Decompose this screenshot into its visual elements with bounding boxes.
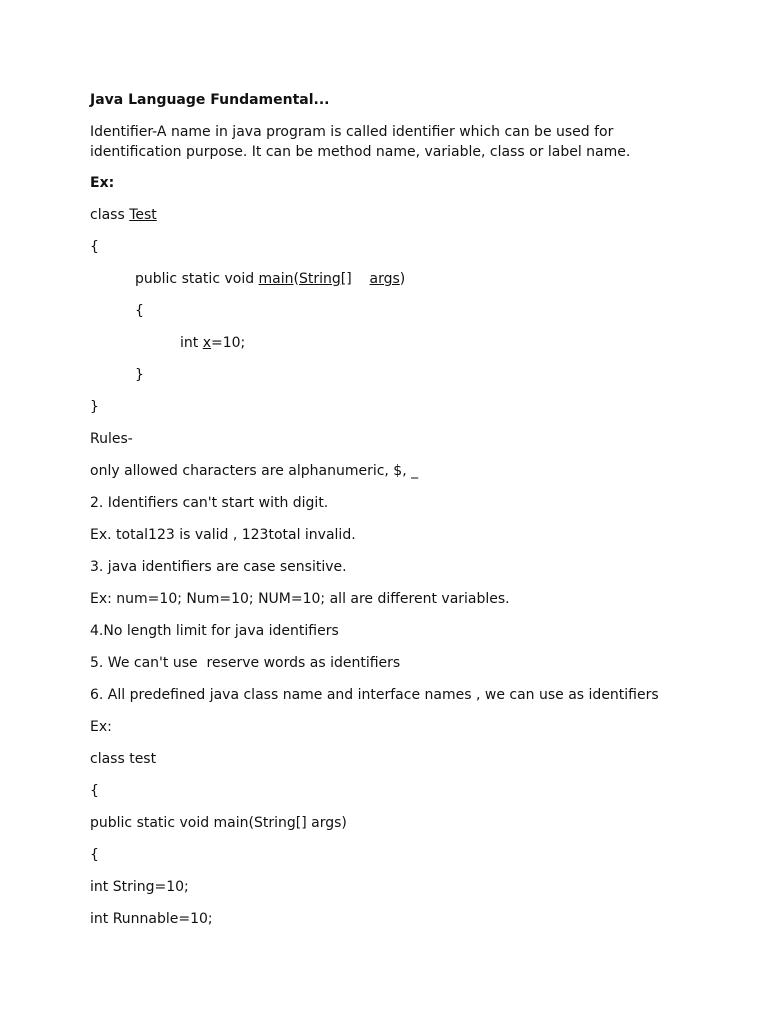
rule-item: only allowed characters are alphanumeric, $, _ (90, 463, 419, 479)
code-class-line (90, 206, 157, 224)
code-method-prefix: public static void (135, 271, 259, 287)
example2-line: { (90, 847, 99, 863)
code-method-line (135, 270, 405, 288)
code-var-suffix: =10; (211, 335, 246, 351)
example2-line: int String=10; (90, 879, 189, 895)
example-label: Ex: (90, 175, 115, 191)
definition-line-1: Identifier-A name in java program is called identifier which can be used for (90, 124, 614, 140)
definition-line-2: identification purpose. It can be method name, variable, class or label name. (90, 144, 631, 160)
code-paren-close: ) (399, 271, 406, 287)
rule-item: 4.No length limit for java identifiers (90, 623, 339, 639)
example2-line: class test (90, 751, 157, 767)
code-paren-open: ( (293, 271, 299, 287)
rule-item: Ex. total123 is valid , 123total invalid. (90, 527, 356, 543)
code-class-keyword: class (90, 207, 130, 223)
code-param-name: args (369, 271, 400, 287)
code-variable-line (180, 334, 245, 352)
rules-heading: Rules- (90, 431, 133, 447)
rule-item: 5. We can't use reserve words as identifiers (90, 655, 401, 671)
example2-line: Ex: (90, 719, 112, 735)
code-var-name: x (202, 335, 211, 351)
example2-line: { (90, 783, 99, 799)
rule-item: 2. Identifiers can't start with digit. (90, 495, 329, 511)
code-param-type: String (299, 271, 341, 287)
example2-line: int Runnable=10; (90, 911, 213, 927)
code-var-prefix: int (180, 335, 203, 351)
code-method-name: main (258, 271, 294, 287)
code-param-bracket: [] (340, 271, 370, 287)
page-title: Java Language Fundamental... (90, 92, 330, 108)
example2-line: public static void main(String[] args) (90, 815, 347, 831)
code-class-name: Test (129, 207, 157, 223)
rule-item: Ex: num=10; Num=10; NUM=10; all are different variables. (90, 591, 510, 607)
code-method-open-brace: { (135, 303, 144, 319)
code-method-close-brace: } (135, 367, 144, 383)
code-class-close-brace: } (90, 399, 99, 415)
rule-item: 3. java identifiers are case sensitive. (90, 559, 347, 575)
code-open-brace: { (90, 239, 99, 255)
rule-item: 6. All predefined java class name and interface names , we can use as identifiers (90, 687, 659, 703)
